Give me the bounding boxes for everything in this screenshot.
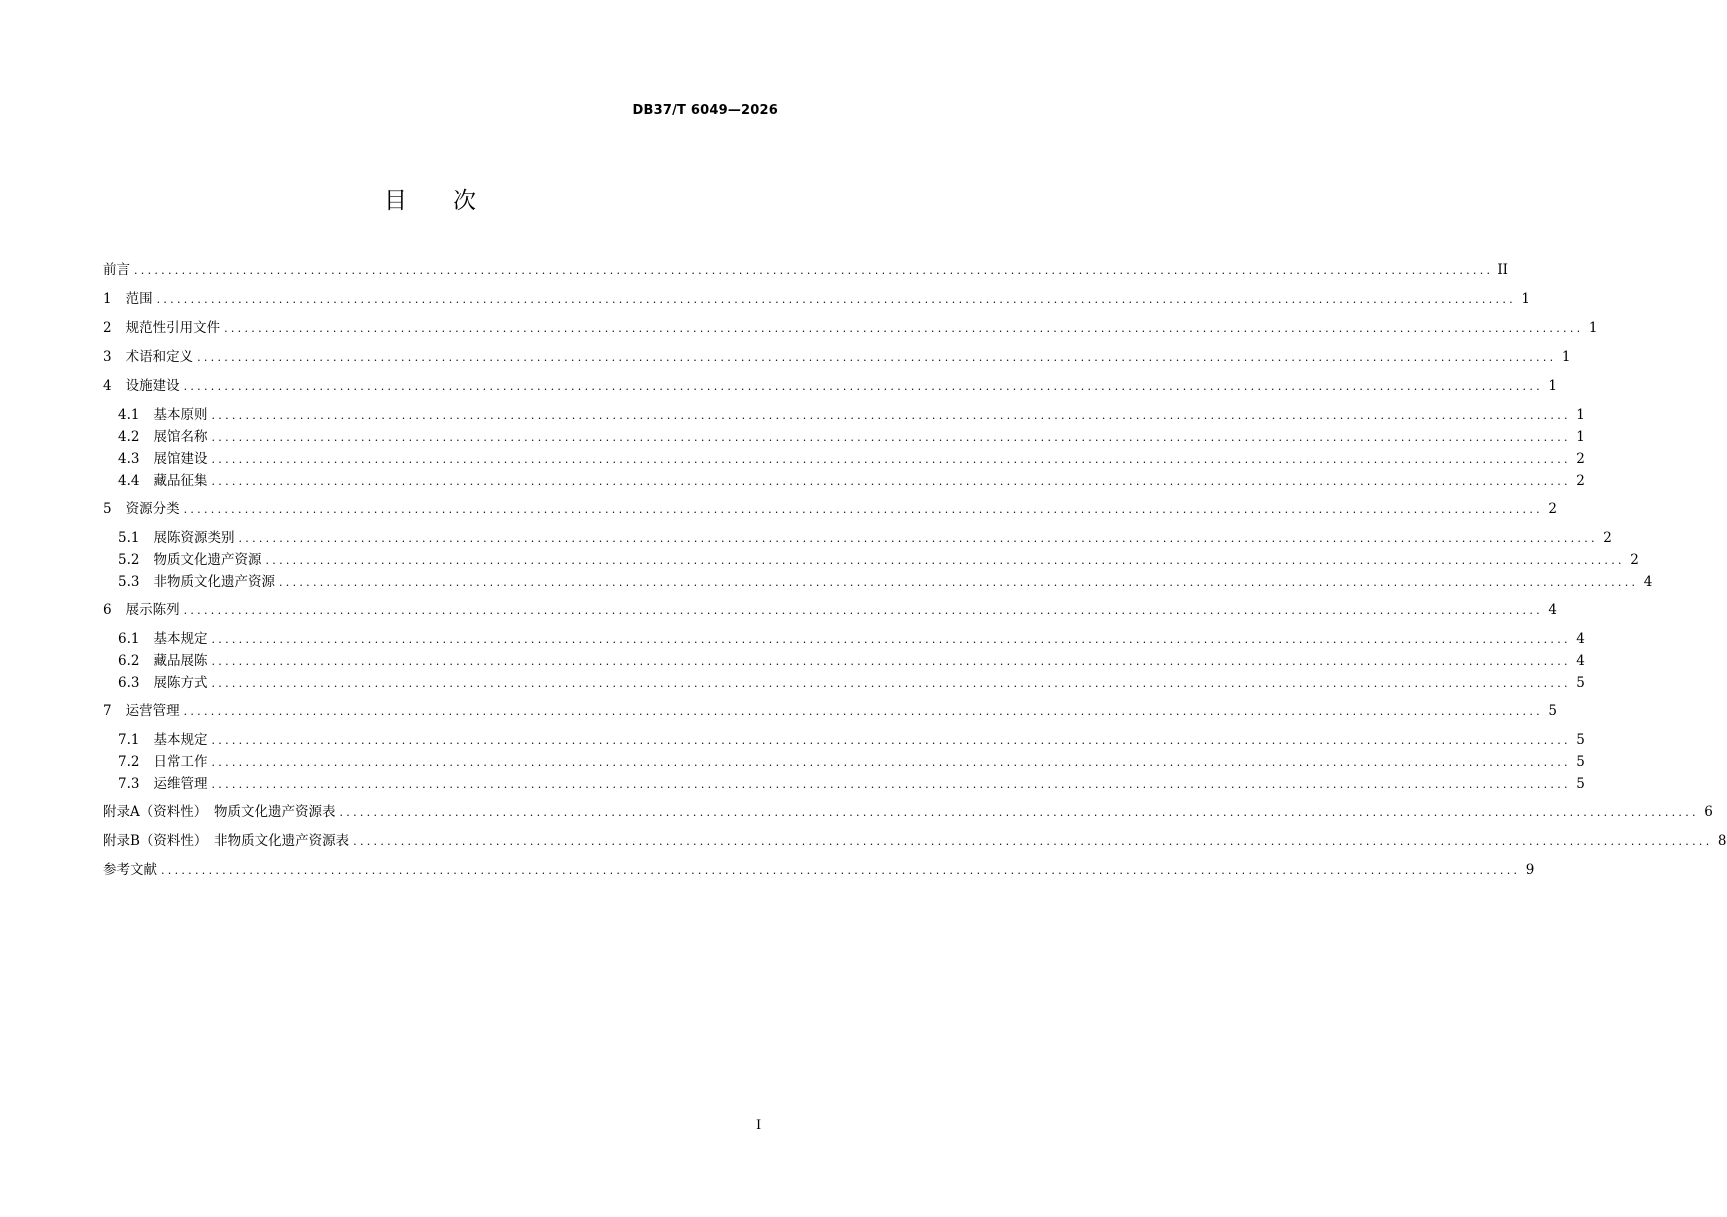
toc-entry-number: 4.2	[118, 429, 140, 445]
toc-entry[interactable]	[103, 317, 1598, 346]
toc-entry-label: 资源分类	[125, 501, 180, 517]
toc-entry[interactable]	[103, 549, 1639, 571]
page-title	[0, 182, 860, 215]
toc-entry-number: 6.3	[118, 675, 140, 691]
toc-entry-label: 日常工作	[153, 754, 208, 770]
toc-entry-page: 1	[1521, 291, 1530, 307]
toc-entry-page: 2	[1576, 451, 1585, 467]
toc-entry-page: 1	[1576, 407, 1585, 423]
toc-entry-number: 5.2	[118, 552, 140, 568]
toc-entry-page: 4	[1576, 631, 1585, 647]
toc-dot-leader: ........................................................................................................................................................................................................	[183, 503, 1543, 516]
toc-dot-leader: ........................................................................................................................................................................................................	[211, 409, 1571, 422]
toc-entry-page: 2	[1603, 530, 1612, 546]
toc-dot-leader: ........................................................................................................................................................................................................	[265, 554, 1625, 567]
toc-entry-label: 附录A（资料性） 物质文化遗产资源表	[103, 804, 336, 820]
toc-dot-leader: ........................................................................................................................................................................................................	[211, 475, 1571, 488]
toc-entry-number: 7	[103, 703, 112, 719]
toc-entry-page: 4	[1576, 653, 1585, 669]
toc-entry-page: 5	[1576, 675, 1585, 691]
toc-dot-leader: ........................................................................................................................................................................................................	[156, 293, 1516, 306]
toc-dot-leader: ........................................................................................................................................................................................................	[161, 864, 1521, 877]
toc-dot-leader: ........................................................................................................................................................................................................	[134, 264, 1494, 277]
toc-entry-page: 6	[1704, 804, 1713, 820]
toc-entry-page: 1	[1588, 320, 1598, 336]
toc-entry-label: 非物质文化遗产资源	[153, 574, 275, 590]
toc-dot-leader: ........................................................................................................................................................................................................	[211, 677, 1571, 690]
toc-entry-number: 6.2	[118, 653, 140, 669]
toc-entry-number: 4.1	[118, 407, 140, 423]
toc-entry-page: 2	[1630, 552, 1639, 568]
toc-entry-page: 9	[1525, 862, 1535, 878]
toc-dot-leader: ........................................................................................................................................................................................................	[339, 806, 1699, 819]
toc-dot-leader: ........................................................................................................................................................................................................	[197, 351, 1557, 364]
toc-dot-leader: ........................................................................................................................................................................................................	[224, 322, 1584, 335]
toc-entry-number: 3	[103, 349, 112, 365]
toc-entry[interactable]	[103, 628, 1585, 650]
toc-entry[interactable]	[103, 259, 1508, 288]
toc-entry[interactable]	[103, 527, 1612, 549]
toc-entry[interactable]	[103, 288, 1530, 317]
toc-entry-number: 5.3	[118, 574, 140, 590]
toc-entry-label: 展示陈列	[125, 602, 180, 618]
toc-dot-leader: ........................................................................................................................................................................................................	[183, 604, 1543, 617]
document-code: DB37/T 6049—2026	[632, 103, 778, 118]
toc-entry-label: 基本规定	[153, 732, 208, 748]
toc-entry-page: 2	[1548, 501, 1557, 517]
toc-dot-leader: ........................................................................................................................................................................................................	[211, 756, 1571, 769]
toc-entry[interactable]	[103, 426, 1585, 448]
table-of-contents	[103, 259, 1727, 888]
toc-entry-label: 范围	[125, 291, 153, 307]
toc-entry-label: 附录B（资料性） 非物质文化遗产资源表	[103, 833, 350, 849]
toc-entry-label: 参考文献	[103, 862, 157, 878]
toc-entry-label: 设施建设	[125, 378, 180, 394]
toc-entry-number: 7.1	[118, 732, 140, 748]
toc-entry-number: 7.3	[118, 776, 140, 792]
toc-entry[interactable]	[103, 650, 1585, 672]
toc-entry-page: 1	[1561, 349, 1571, 365]
toc-entry-label: 藏品展陈	[153, 653, 208, 669]
toc-entry-label: 运营管理	[125, 703, 180, 719]
toc-entry-number: 4.3	[118, 451, 140, 467]
toc-entry[interactable]	[103, 773, 1585, 795]
toc-entry[interactable]	[103, 751, 1585, 773]
toc-entry-number: 7.2	[118, 754, 140, 770]
toc-entry-label: 运维管理	[153, 776, 208, 792]
toc-entry-label: 展陈方式	[153, 675, 208, 691]
page-number: I	[756, 1118, 762, 1133]
toc-entry-number: 2	[103, 320, 112, 336]
toc-dot-leader: ........................................................................................................................................................................................................	[238, 532, 1598, 545]
toc-entry[interactable]	[103, 498, 1557, 527]
toc-entry[interactable]	[103, 599, 1557, 628]
toc-entry-page: 2	[1576, 473, 1585, 489]
toc-dot-leader: ........................................................................................................................................................................................................	[353, 835, 1713, 848]
toc-entry[interactable]	[103, 859, 1535, 888]
toc-entry-label: 基本规定	[153, 631, 208, 647]
toc-dot-leader: ........................................................................................................................................................................................................	[211, 655, 1571, 668]
toc-entry-label: 展陈资源类别	[153, 530, 235, 546]
toc-entry-page: 1	[1576, 429, 1585, 445]
toc-entry[interactable]	[103, 830, 1727, 859]
toc-entry-page: 5	[1548, 703, 1557, 719]
toc-entry-page: 5	[1576, 732, 1585, 748]
toc-entry-page: 1	[1548, 378, 1557, 394]
toc-entry-page: 8	[1717, 833, 1727, 849]
toc-dot-leader: ........................................................................................................................................................................................................	[211, 453, 1571, 466]
toc-entry-number: 4.4	[118, 473, 140, 489]
toc-entry-number: 6.1	[118, 631, 140, 647]
title-char-2: 次	[453, 188, 476, 214]
toc-dot-leader: ........................................................................................................................................................................................................	[211, 431, 1571, 444]
toc-entry-label: 展馆建设	[153, 451, 208, 467]
toc-entry-label: 展馆名称	[153, 429, 208, 445]
toc-dot-leader: ........................................................................................................................................................................................................	[183, 705, 1543, 718]
toc-entry[interactable]	[103, 346, 1571, 375]
toc-entry-label: 术语和定义	[125, 349, 194, 365]
toc-entry-page: 4	[1643, 574, 1653, 590]
toc-entry-label: 规范性引用文件	[125, 320, 221, 336]
toc-entry-number: 5	[103, 501, 112, 517]
toc-entry-number: 4	[103, 378, 112, 394]
toc-entry[interactable]	[103, 470, 1585, 492]
toc-entry[interactable]	[103, 448, 1585, 470]
toc-dot-leader: ........................................................................................................................................................................................................	[211, 734, 1571, 747]
toc-entry-label: 基本原则	[153, 407, 208, 423]
toc-entry-label: 前言	[103, 262, 130, 278]
toc-entry-page: II	[1497, 262, 1508, 278]
title-char-1: 目	[384, 188, 407, 214]
toc-entry[interactable]	[103, 729, 1585, 751]
toc-dot-leader: ........................................................................................................................................................................................................	[278, 576, 1639, 589]
toc-entry-page: 5	[1576, 776, 1585, 792]
toc-entry-label: 藏品征集	[153, 473, 208, 489]
toc-entry[interactable]	[103, 404, 1585, 426]
toc-entry[interactable]	[103, 801, 1713, 830]
toc-entry[interactable]	[103, 571, 1653, 593]
toc-entry-page: 5	[1576, 754, 1585, 770]
toc-dot-leader: ........................................................................................................................................................................................................	[183, 380, 1543, 393]
toc-dot-leader: ........................................................................................................................................................................................................	[211, 778, 1571, 791]
toc-entry-number: 5.1	[118, 530, 140, 546]
toc-entry-number: 6	[103, 602, 112, 618]
toc-entry-page: 4	[1548, 602, 1557, 618]
toc-entry-number: 1	[103, 291, 112, 307]
toc-entry-label: 物质文化遗产资源	[153, 552, 262, 568]
toc-entry[interactable]	[103, 375, 1557, 404]
toc-entry[interactable]	[103, 672, 1585, 694]
toc-entry[interactable]	[103, 700, 1557, 729]
toc-dot-leader: ........................................................................................................................................................................................................	[211, 633, 1571, 646]
